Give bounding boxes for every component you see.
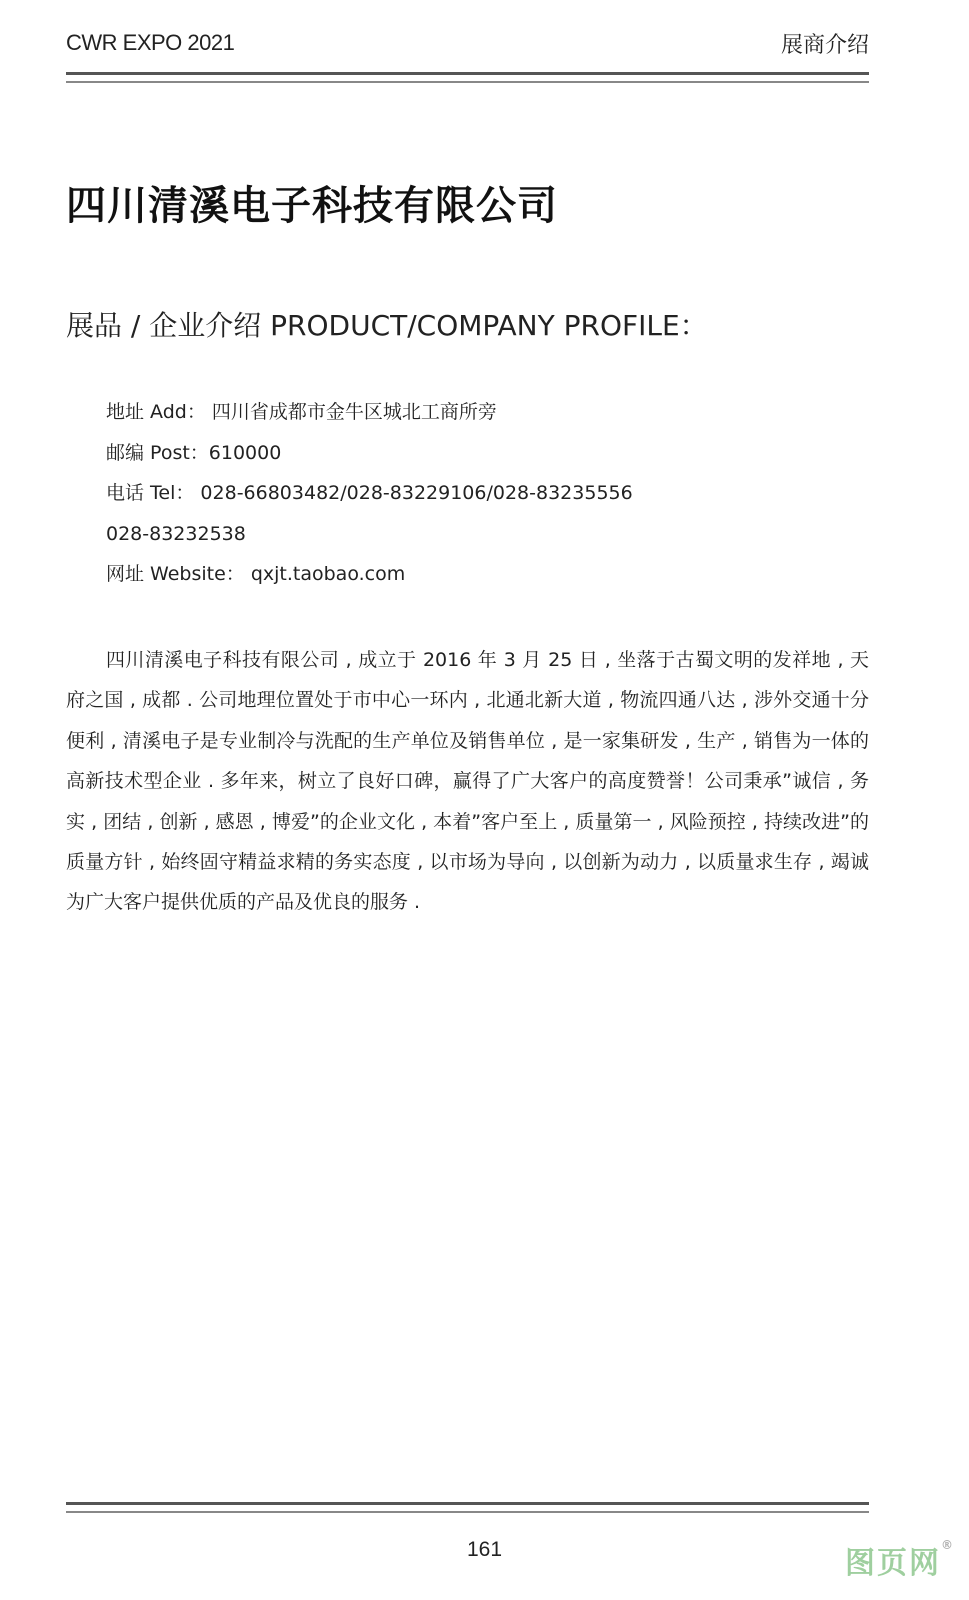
website-line: 网址 Website： qxjt.taobao.com — [106, 563, 406, 586]
watermark-text: 图页网 — [845, 1546, 941, 1581]
header-section: 展商介绍 — [780, 33, 869, 58]
top-divider — [66, 72, 869, 83]
tel-line: 电话 Tel： 028-66803482/028-83229106/028-83235556 — [106, 482, 633, 505]
registered-mark: ® — [941, 1538, 955, 1552]
page-number: 161 — [466, 1538, 503, 1561]
post-line: 邮编 Post：610000 — [106, 441, 282, 464]
contact-block — [106, 396, 633, 599]
bottom-divider — [66, 1502, 869, 1513]
company-description: 四川清溪电子科技有限公司 , 成立于 2016 年 3 月 25 日 , 坐落于古蜀文明的发祥地 , 天府之国 , 成都 . 公司地理位置处于市中心一环内 , 北通北新大道 , 物流四通八达 , 涉外交通十分便利 , 清溪电子是专业制冷与洗配的生产单位及销售单位 , 是一家集研发 , 生产 , 销售为一体的高新技术型企业 . 多年来，树立了良好口碑，赢得了广大客户的高度赞誉！公司秉承”诚信 , 务实 , 团结 , 创新 , 感恩 , 博爱”的企业文化 , 本着”客户至上 , 质量第一 , 风险预控 , 持续改进”的质量方针 , 始终固守精益求精的务实态度 , 以市场为导向 , 以创新为动力 , 以质量求生存 , 竭诚为广大客户提供优质的产品及优良的服务 . — [66, 649, 869, 914]
address-line: 地址 Add： 四川省成都市金牛区城北工商所旁 — [106, 401, 497, 423]
header-title: CWR EXPO 2021 — [66, 30, 235, 55]
section-heading: 展品 / 企业介绍 PRODUCT/COMPANY PROFILE： — [66, 309, 708, 342]
watermark-logo — [845, 1538, 955, 1582]
company-title: 四川清溪电子科技有限公司 — [66, 183, 558, 229]
tel-line-2: 028-83232538 — [106, 522, 246, 545]
